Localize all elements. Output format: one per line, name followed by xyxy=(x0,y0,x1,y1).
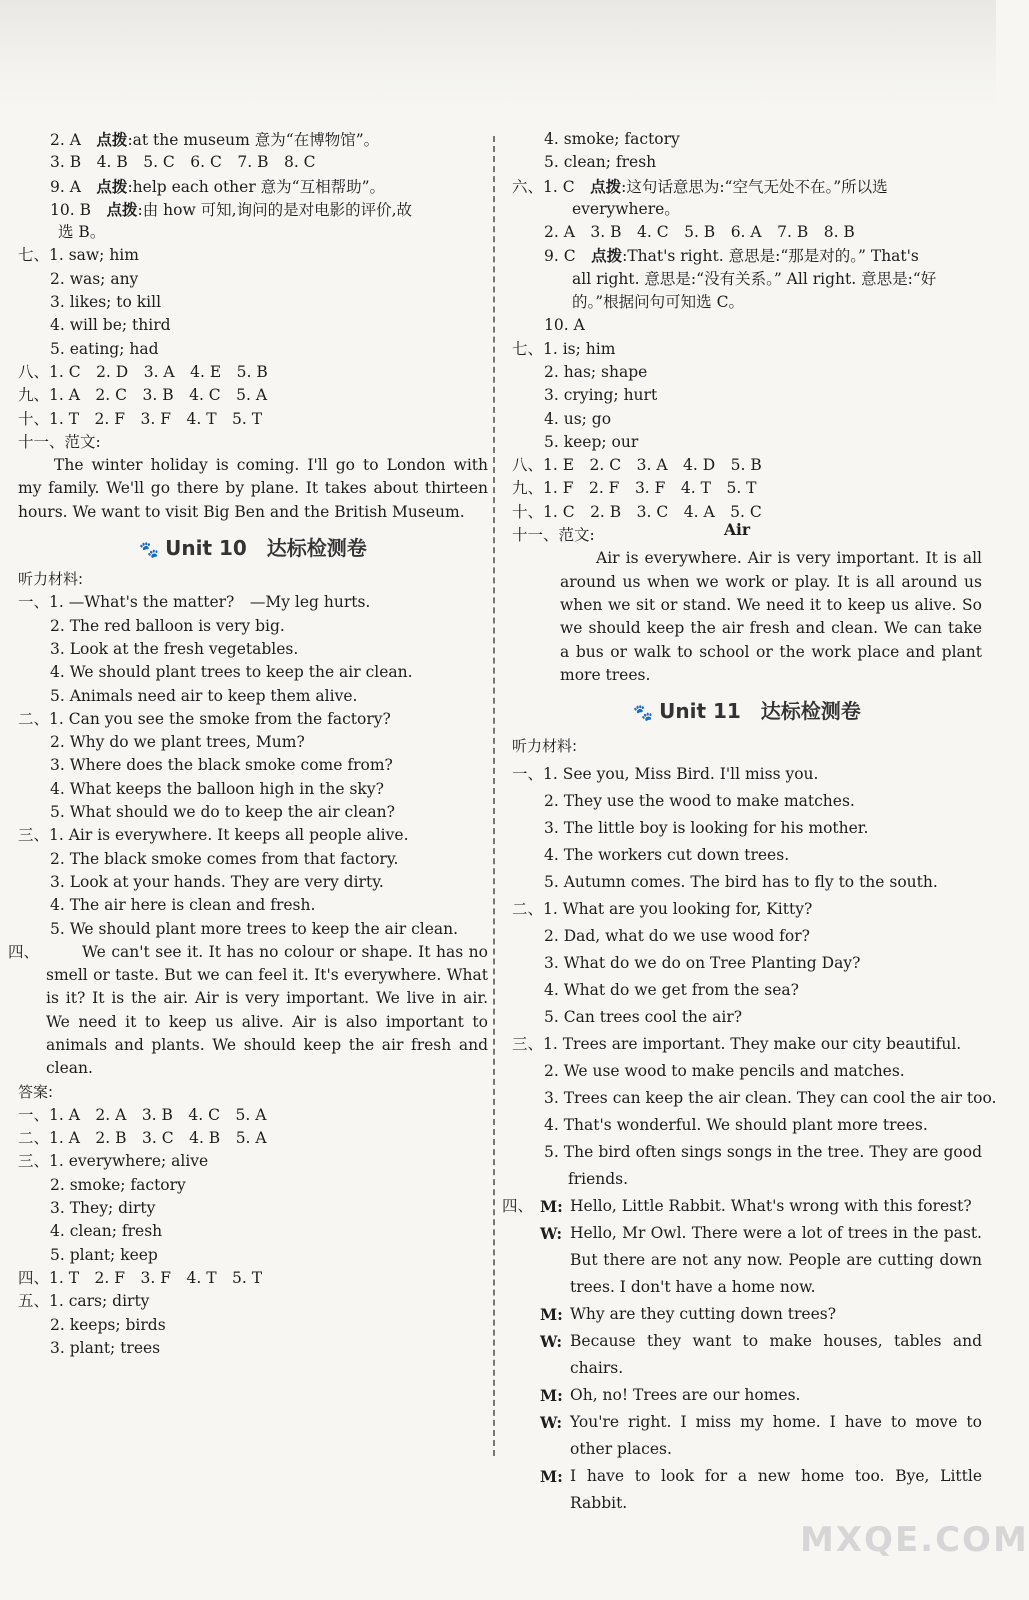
listening-line: 5. The bird often sings songs in the tree. They are good friends. xyxy=(544,1143,982,1189)
answer-line: all right. 意思是:“没有关系。” All right. 意思是:“好 xyxy=(572,269,937,288)
listening-line: 3. The little boy is looking for his mother. xyxy=(544,819,869,838)
answer-line: 5. keep; our xyxy=(544,432,639,451)
utterance: Oh, no! Trees are our homes. xyxy=(570,1386,801,1405)
answer-line: 2. smoke; factory xyxy=(50,1175,186,1194)
answer-line: 八、1. E 2. C 3. A 4. D 5. B xyxy=(512,456,762,475)
listening-line: 3. Where does the black smoke come from? xyxy=(50,756,393,775)
answer-line: everywhere。 xyxy=(572,199,680,218)
listening-line: 2. The black smoke comes from that factory. xyxy=(50,849,399,868)
utterance: Hello, Mr Owl. There were a lot of trees in the past. But there are not any now. People are cutting down trees. I don't have a home now. xyxy=(570,1224,982,1297)
sample-essay: Air is everywhere. Air is very important. It is all around us when we work or play. It is all around us when we sit or stand. We need it to keep us alive. So we should keep the air fresh and clean. We can take a bus or walk to school or the work place and plant more trees. xyxy=(560,549,982,684)
listening-line: 3. Look at your hands. They are very dirty. xyxy=(50,872,384,891)
listening-line: 4. The air here is clean and fresh. xyxy=(50,896,316,915)
listening-line: 4. That's wonderful. We should plant more trees. xyxy=(544,1116,928,1135)
speaker: M: xyxy=(540,1197,563,1217)
speaker: M: xyxy=(540,1467,563,1487)
listening-line: 三、1. Air is everywhere. It keeps all people alive. xyxy=(18,826,409,845)
dialogue-label: 四、 xyxy=(502,1197,534,1216)
listening-line: 2. They use the wood to make matches. xyxy=(544,792,855,811)
answer-line: 2. A 3. B 4. C 5. B 6. A 7. B 8. B xyxy=(544,223,855,242)
listening-line: 2. Why do we plant trees, Mum? xyxy=(50,733,305,752)
watermark: MXQE.COM xyxy=(800,1520,1029,1560)
utterance: Because they want to make houses, tables and chairs. xyxy=(570,1332,982,1378)
listening-label: 听力材料: xyxy=(512,737,578,756)
answer-line: 9. C 点拨:That's right. 意思是:“那是对的。” That's xyxy=(544,246,919,266)
listening-line: 5. What should we do to keep the air clean? xyxy=(50,803,395,822)
listening-line: 4. The workers cut down trees. xyxy=(544,846,790,865)
answer-line: 2. was; any xyxy=(50,269,139,288)
answer-line: 十、1. C 2. B 3. C 4. A 5. C xyxy=(512,502,762,521)
listening-label: 听力材料: xyxy=(18,570,84,589)
answer-line: 九、1. F 2. F 3. F 4. T 5. T xyxy=(512,479,757,498)
listening-line: 5. Can trees cool the air? xyxy=(544,1008,743,1027)
answer-line: 9. A 点拨:help each other 意为“互相帮助”。 xyxy=(50,176,386,196)
right-column xyxy=(502,128,997,1517)
column-divider xyxy=(493,136,495,1456)
essay-title: Air xyxy=(724,520,751,540)
answer-line: 10. A xyxy=(544,316,585,335)
speaker: W: xyxy=(540,1413,563,1433)
utterance: You're right. I miss my home. I have to move to other places. xyxy=(570,1413,982,1459)
utterance: Hello, Little Rabbit. What's wrong with this forest? xyxy=(570,1197,972,1216)
listening-line: 2. The red balloon is very big. xyxy=(50,616,285,635)
dialogue-grid xyxy=(512,1193,982,1517)
listening-passage: 四、 We can't see it. It has no colour or shape. It has no smell or taste. But we can feel it. It's everywhere. What is it? It is the air. Air is very important. We live in air. We need it to keep us alive. Air is also important to animals and plants. We should keep the air fresh and clean. xyxy=(8,942,488,1078)
listening-line: 3. Look at the fresh vegetables. xyxy=(50,639,299,658)
paw-icon: 🐾 xyxy=(139,540,160,560)
unit10-title: 🐾 Unit 10 达标检测卷 xyxy=(139,536,367,561)
answer-line: 4. us; go xyxy=(544,409,612,428)
answers-label: 答案: xyxy=(18,1082,54,1101)
speaker: M: xyxy=(540,1386,563,1406)
answer-line: 九、1. A 2. C 3. B 4. C 5. A xyxy=(18,386,268,405)
answer-line: 二、1. A 2. B 3. C 4. B 5. A xyxy=(18,1129,267,1148)
speaker: M: xyxy=(540,1305,563,1325)
answer-line: 2. A 点拨:at the museum 意为“在博物馆”。 xyxy=(50,130,380,149)
answer-line: 四、1. T 2. F 3. F 4. T 5. T xyxy=(18,1268,263,1287)
answer-line: 3. crying; hurt xyxy=(544,386,658,405)
listening-line: 4. We should plant trees to keep the air clean. xyxy=(50,663,413,682)
answer-line: 八、1. C 2. D 3. A 4. E 5. B xyxy=(18,362,268,381)
answer-line: 5. eating; had xyxy=(50,339,159,358)
answer-line: 3. likes; to kill xyxy=(50,293,162,312)
listening-line: 二、1. Can you see the smoke from the factory? xyxy=(18,709,391,728)
answer-line: 五、1. cars; dirty xyxy=(18,1292,150,1311)
utterance: Why are they cutting down trees? xyxy=(570,1305,837,1324)
listening-line: 一、1. —What's the matter? —My leg hurts. xyxy=(18,593,371,612)
answer-line: 十一、范文: xyxy=(18,432,101,451)
answer-line: 2. keeps; birds xyxy=(50,1315,166,1334)
answer-line: 一、1. A 2. A 3. B 4. C 5. A xyxy=(18,1105,267,1124)
essay-heading: 十一、范文: Air xyxy=(512,520,751,545)
sample-essay: The winter holiday is coming. I'll go to London with my family. We'll go there by plane. It takes about thirteen hours. We want to visit Big Ben and the British Museum. xyxy=(18,456,488,521)
answer-line: 5. plant; keep xyxy=(50,1245,158,1264)
answer-line: 十、1. T 2. F 3. F 4. T 5. T xyxy=(18,409,263,428)
answer-line: 三、1. everywhere; alive xyxy=(18,1152,209,1171)
answer-line: 3. plant; trees xyxy=(50,1338,161,1357)
dialogue xyxy=(502,1193,982,1517)
speaker: W: xyxy=(540,1224,563,1244)
answer-line: 2. has; shape xyxy=(544,362,648,381)
answer-line: 3. They; dirty xyxy=(50,1199,156,1218)
listening-line: 5. We should plant more trees to keep the air clean. xyxy=(50,919,459,938)
listening-line: 一、1. See you, Miss Bird. I'll miss you. xyxy=(512,765,819,784)
listening-line: 3. What do we do on Tree Planting Day? xyxy=(544,954,861,973)
answer-line: 4. clean; fresh xyxy=(50,1222,163,1241)
answer-line: 10. B 点拨:由 how 可知,询问的是对电影的评价,故 xyxy=(50,199,412,219)
listening-line: 2. We use wood to make pencils and matches. xyxy=(544,1062,905,1081)
left-column xyxy=(8,128,488,1360)
listening-line: 3. Trees can keep the air clean. They can cool the air too. xyxy=(544,1089,997,1108)
answer-line: 3. B 4. B 5. C 6. C 7. B 8. C xyxy=(50,153,316,172)
listening-line: 5. Animals need air to keep them alive. xyxy=(50,686,358,705)
listening-line: 三、1. Trees are important. They make our city beautiful. xyxy=(512,1035,962,1054)
answer-line: 4. will be; third xyxy=(50,316,171,335)
answer-line: 的。”根据问句可知选 C。 xyxy=(572,293,744,312)
listening-line: 二、1. What are you looking for, Kitty? xyxy=(512,900,813,919)
paw-icon: 🐾 xyxy=(633,703,654,723)
unit11-title: 🐾 Unit 11 达标检测卷 xyxy=(633,699,861,724)
utterance: I have to look for a new home too. Bye, Little Rabbit. xyxy=(570,1467,982,1513)
answer-line: 选 B。 xyxy=(58,223,106,242)
answer-line: 5. clean; fresh xyxy=(544,153,657,172)
listening-line: 4. What do we get from the sea? xyxy=(544,981,799,1000)
answer-line: 六、1. C 点拨:这句话意思为:“空气无处不在。”所以选 xyxy=(512,176,888,196)
speaker: W: xyxy=(540,1332,563,1352)
listening-line: 4. What keeps the balloon high in the sky? xyxy=(50,779,384,798)
listening-line: 2. Dad, what do we use wood for? xyxy=(544,927,810,946)
answer-line: 4. smoke; factory xyxy=(544,130,680,148)
answer-line: 七、1. is; him xyxy=(512,339,616,358)
scan-top-band xyxy=(0,0,996,110)
answer-line: 七、1. saw; him xyxy=(18,246,139,265)
listening-line: 5. Autumn comes. The bird has to fly to the south. xyxy=(544,873,938,892)
